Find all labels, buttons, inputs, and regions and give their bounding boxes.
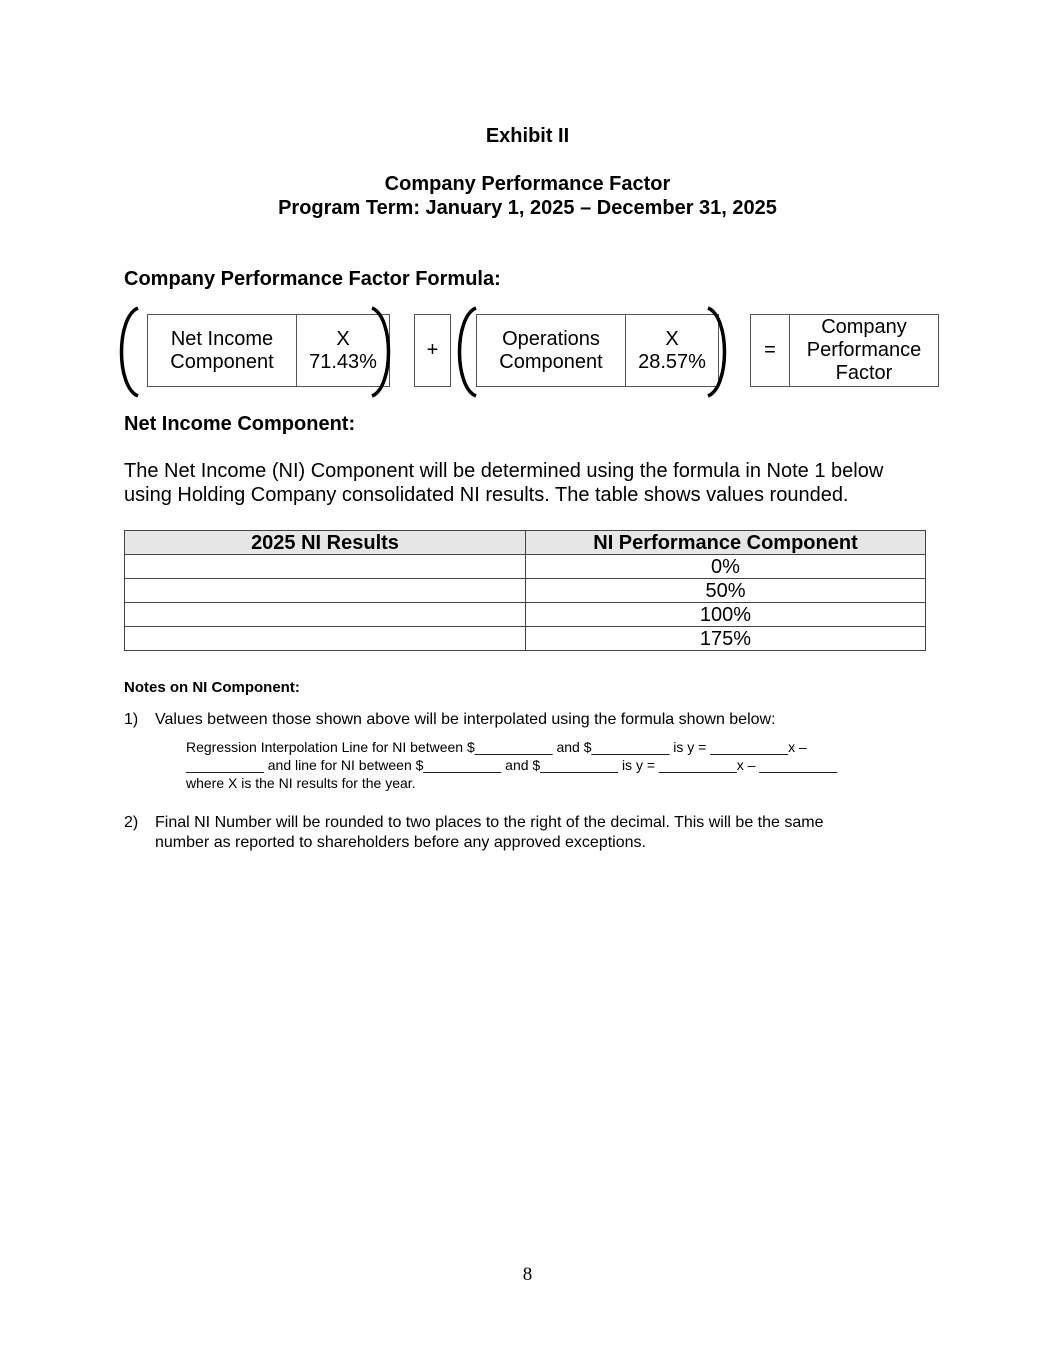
table-header-row [125,531,926,555]
ni-component-cell: 0% [526,555,926,579]
ni-mult-value: 71.43% [309,350,377,373]
header-ni-performance: NI Performance Component [526,531,926,555]
regression-line-2: __________ and line for NI between $__________ and $__________ is y = __________x – __________ [186,757,838,773]
ni-component-cell: 50% [526,579,926,603]
plus-box [414,314,451,387]
ni-component-cell: 175% [526,627,926,651]
formula-heading: Company Performance Factor Formula: [124,268,501,290]
ni-component-cell: 100% [526,603,926,627]
formula-diagram [110,300,950,400]
regression-line-1: Regression Interpolation Line for NI between $__________ and $__________ is y = __________x – [186,739,807,755]
page-number: 8 [522,1264,533,1285]
equals-sign: = [764,339,776,361]
table-row [125,579,926,603]
plus-sign: + [426,339,439,361]
ni-result-cell [125,555,526,579]
ni-result-cell [125,627,526,651]
operations-label-2: Component [499,350,603,373]
header-ni-results: 2025 NI Results [125,531,526,555]
close-paren-icon [368,305,398,399]
ni-result-cell [125,579,526,603]
table-row [125,555,926,579]
net-income-label-1: Net Income [170,327,274,350]
net-income-label-2: Component [170,350,274,373]
close-paren-icon [704,305,734,399]
ops-mult-x: X [665,327,679,350]
table-row [125,627,926,651]
ni-paragraph-line-2: using Holding Company consolidated NI results. The table shows values rounded. [124,484,849,506]
ni-heading: Net Income Component: [124,413,356,435]
net-income-component-box [147,314,297,387]
equals-box [750,314,790,387]
operations-component-box [476,314,626,387]
ni-mult-x: X [336,327,350,350]
note-2-text-line-1: Final NI Number will be rounded to two places to the right of the decimal. This will be the same [155,814,824,831]
note-2-number: 2) [124,814,139,831]
note-2 [124,813,924,853]
ni-paragraph-line-1: The Net Income (NI) Component will be determined using the formula in Note 1 below [124,460,884,482]
note-1-number: 1) [124,711,139,728]
ni-results-table [124,530,926,651]
program-term: Program Term: January 1, 2025 – December 31, 2025 [278,197,777,219]
result-label-2: Performance [806,339,922,361]
notes-title: Notes on NI Component: [124,679,300,696]
company-performance-factor-box [789,314,939,387]
result-label-3: Factor [835,362,893,384]
page-title: Company Performance Factor [384,173,671,195]
result-label-1: Company [821,316,907,338]
open-paren-icon [112,305,142,399]
operations-label-1: Operations [502,327,600,350]
regression-line-3: where X is the NI results for the year. [186,775,416,791]
note-2-text-line-2: number as reported to shareholders before any approved exceptions. [155,834,646,851]
note-1-text: Values between those shown above will be interpolated using the formula shown below: [155,711,776,728]
table-row [125,603,926,627]
note-1 [124,710,924,730]
ni-result-cell [125,603,526,627]
exhibit-title: Exhibit II [485,125,570,147]
ops-mult-value: 28.57% [638,350,706,373]
